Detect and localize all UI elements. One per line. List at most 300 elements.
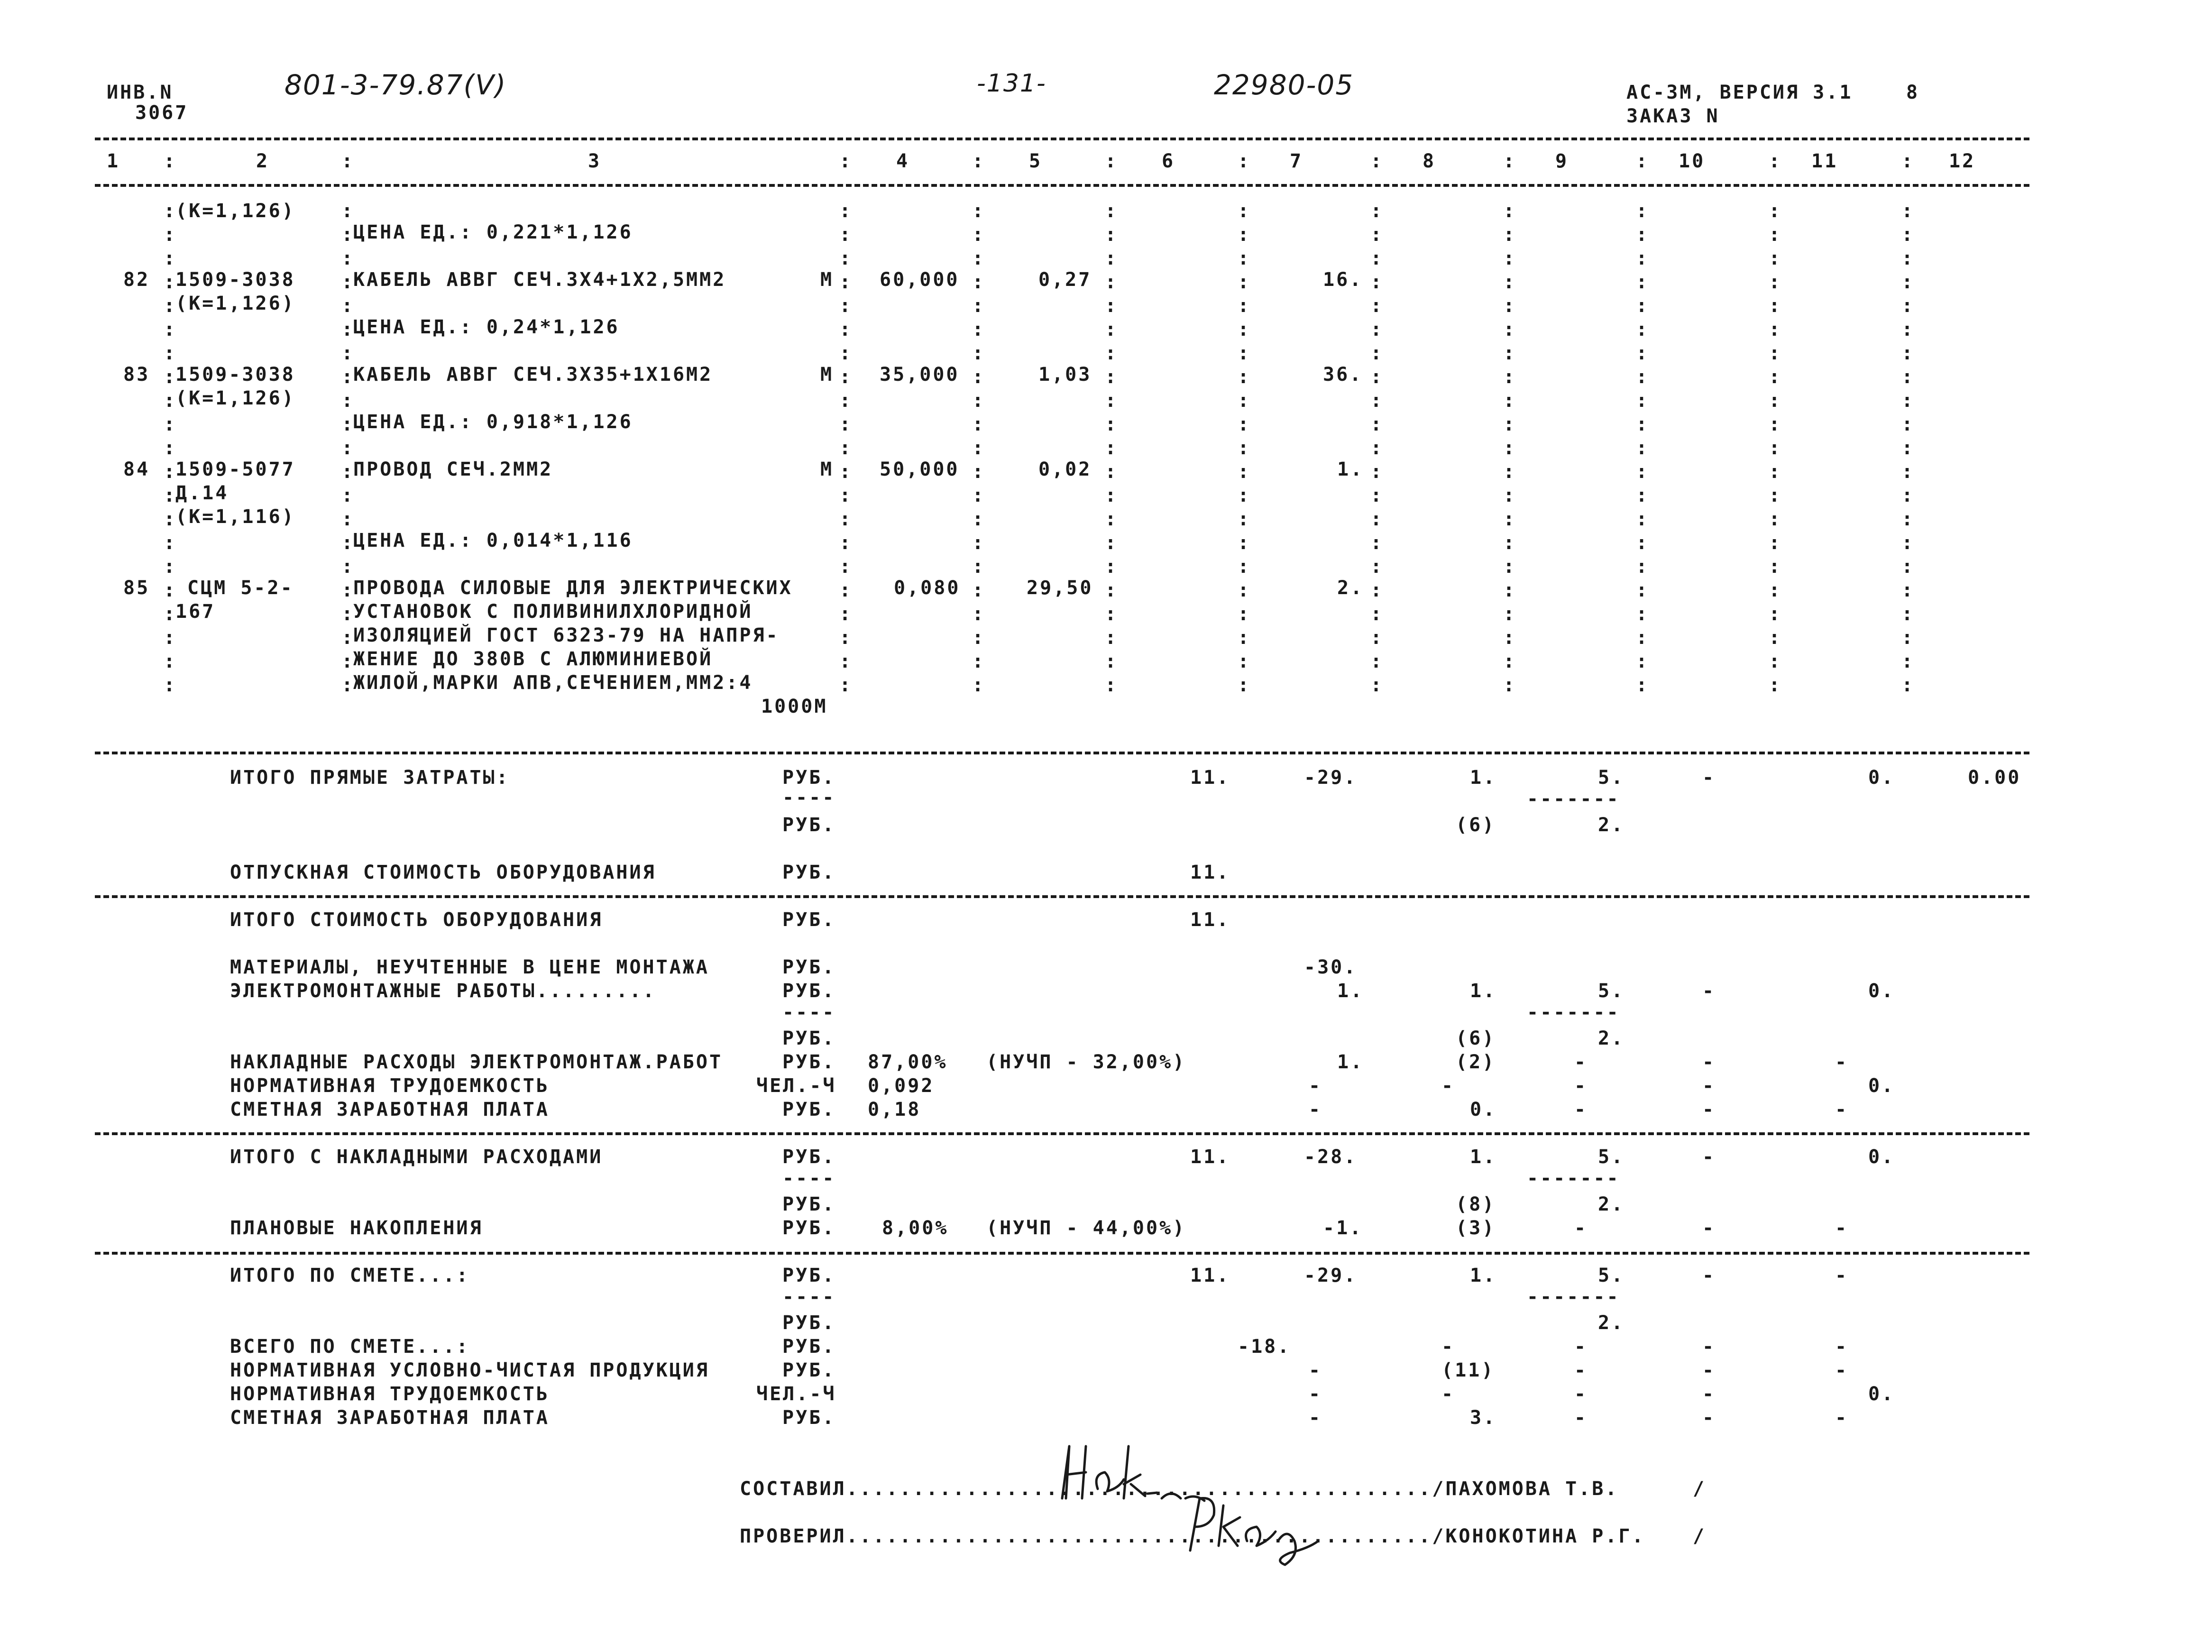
overhead-nuchp: (НУЧП - 32,00%) bbox=[986, 1051, 1186, 1073]
item-price: 29,50 bbox=[1027, 577, 1093, 599]
column-separator: : bbox=[164, 342, 177, 364]
item-name-line: ЖИЛОЙ,МАРКИ АПВ,СЕЧЕНИЕМ,ММ2:4 bbox=[353, 672, 753, 694]
inv-number: 3067 bbox=[135, 102, 189, 124]
column-separator: : bbox=[972, 508, 986, 530]
header-column-separator: : bbox=[1370, 150, 1384, 172]
value-c8b: (6) bbox=[1456, 814, 1496, 836]
column-separator: : bbox=[972, 556, 986, 578]
column-separator: : bbox=[839, 342, 853, 364]
column-separator: : bbox=[972, 295, 986, 317]
value-c11: - bbox=[1835, 1407, 1849, 1429]
column-separator: : bbox=[164, 295, 177, 317]
column-separator: : bbox=[1901, 390, 1915, 412]
column-separator: : bbox=[1503, 366, 1517, 388]
column-separator: : bbox=[1636, 319, 1650, 340]
value-c11: - bbox=[1835, 1265, 1849, 1286]
item-price: 0,02 bbox=[1038, 459, 1092, 480]
value-c9b: 2. bbox=[1598, 1193, 1625, 1215]
column-separator: : bbox=[1769, 627, 1782, 649]
value-c11: - bbox=[1835, 1099, 1849, 1120]
column-separator: : bbox=[1769, 579, 1782, 601]
column-separator: : bbox=[1636, 200, 1650, 222]
item-unit: М bbox=[820, 364, 834, 385]
column-separator: : bbox=[1636, 556, 1650, 578]
col-10: 10 bbox=[1679, 150, 1706, 172]
column-separator: : bbox=[1503, 508, 1517, 530]
column-separator: : bbox=[839, 248, 853, 269]
column-separator: : bbox=[1503, 461, 1517, 483]
col-12: 12 bbox=[1949, 150, 1976, 172]
row-number: 85 bbox=[123, 577, 150, 599]
column-separator: : bbox=[1105, 366, 1119, 388]
column-separator: : bbox=[972, 390, 986, 412]
summary-label: СМЕТНАЯ ЗАРАБОТНАЯ ПЛАТА bbox=[230, 1407, 550, 1429]
column-separator: : bbox=[839, 508, 853, 530]
column-separator: : bbox=[1105, 413, 1119, 435]
column-separator: : bbox=[972, 579, 986, 601]
order-code: 22980-05 bbox=[1214, 69, 1354, 101]
column-separator: : bbox=[1105, 627, 1119, 649]
value-c9: 5. bbox=[1598, 980, 1625, 1002]
summary-unit: РУБ. bbox=[782, 1336, 836, 1358]
column-separator: : bbox=[1370, 200, 1384, 222]
column-separator: : bbox=[1503, 271, 1517, 293]
divider bbox=[95, 752, 2029, 754]
summary-label: СМЕТНАЯ ЗАРАБОТНАЯ ПЛАТА bbox=[230, 1099, 550, 1120]
order-label: ЗАКАЗ N bbox=[1626, 105, 1720, 127]
value-c10: - bbox=[1702, 1146, 1716, 1168]
summary-unit: РУБ. bbox=[782, 1051, 836, 1073]
column-separator: : bbox=[1503, 603, 1517, 625]
summary-unit: РУБ. bbox=[782, 1265, 836, 1286]
item-code: СЦМ 5-2- bbox=[187, 577, 294, 599]
item-name: ПРОВОД СЕЧ.2ММ2 bbox=[353, 459, 553, 480]
column-separator: : bbox=[1901, 248, 1915, 269]
overhead-percent: 87,00% bbox=[868, 1051, 948, 1073]
item-quantity: 0,080 bbox=[894, 577, 961, 599]
column-separator: : bbox=[1238, 532, 1251, 554]
column-separator: : bbox=[1370, 248, 1384, 269]
value-c9: 5. bbox=[1598, 1146, 1625, 1168]
value-separator: ------- bbox=[1527, 1286, 1620, 1308]
version-number: 8 bbox=[1906, 82, 1920, 103]
column-separator: : bbox=[1370, 556, 1384, 578]
column-separator: : bbox=[839, 413, 853, 435]
column-separator: : bbox=[1370, 532, 1384, 554]
value-c8: (3) bbox=[1456, 1217, 1496, 1239]
column-separator: : bbox=[1901, 295, 1915, 317]
value-c9: 5. bbox=[1598, 1265, 1625, 1286]
item-name-line: УСТАНОВОК С ПОЛИВИНИЛХЛОРИДНОЙ bbox=[353, 601, 753, 623]
column-separator: : bbox=[1370, 674, 1384, 696]
column-separator: : bbox=[164, 461, 177, 483]
value-c8: - bbox=[1441, 1383, 1455, 1405]
value-c7: -30. bbox=[1304, 956, 1358, 978]
column-separator: : bbox=[1769, 271, 1782, 293]
column-separator: : bbox=[1636, 366, 1650, 388]
column-separator: : bbox=[1238, 413, 1251, 435]
column-separator: : bbox=[1901, 366, 1915, 388]
col-2: 2 bbox=[256, 150, 270, 172]
item-unit: 1000М bbox=[761, 696, 828, 717]
column-separator: : bbox=[839, 366, 853, 388]
value-c9: - bbox=[1574, 1336, 1588, 1358]
divider bbox=[95, 184, 2029, 187]
column-separator: : bbox=[1370, 319, 1384, 340]
column-separator: : bbox=[1370, 627, 1384, 649]
column-separator: : bbox=[1238, 248, 1251, 269]
summary-value: 0,18 bbox=[868, 1099, 921, 1120]
summary-unit: РУБ. bbox=[782, 1217, 836, 1239]
planned-nuchp: (НУЧП - 44,00%) bbox=[986, 1217, 1186, 1239]
header-column-separator: : bbox=[1238, 150, 1251, 172]
value-c10: - bbox=[1702, 1051, 1716, 1073]
value-c9: - bbox=[1574, 1217, 1588, 1239]
summary-unit: РУБ. bbox=[782, 956, 836, 978]
value-c10: - bbox=[1702, 1359, 1716, 1381]
column-separator: : bbox=[1901, 651, 1915, 672]
summary-label: ПЛАНОВЫЕ НАКОПЛЕНИЯ bbox=[230, 1217, 483, 1239]
column-separator: : bbox=[1769, 413, 1782, 435]
item-unit: М bbox=[820, 459, 834, 480]
column-separator: : bbox=[1503, 319, 1517, 340]
summary-label: ОТПУСКНАЯ СТОИМОСТЬ ОБОРУДОВАНИЯ bbox=[230, 862, 656, 883]
column-separator: : bbox=[341, 413, 355, 435]
item-code-cont: 167 bbox=[175, 601, 216, 623]
value-c11: - bbox=[1835, 1051, 1849, 1073]
value-c11: 0. bbox=[1868, 1383, 1895, 1405]
column-separator: : bbox=[1370, 437, 1384, 459]
column-separator: : bbox=[839, 556, 853, 578]
column-separator: : bbox=[341, 556, 355, 578]
column-separator: : bbox=[1105, 319, 1119, 340]
column-separator: : bbox=[1105, 248, 1119, 269]
column-separator: : bbox=[1105, 224, 1119, 246]
column-separator: : bbox=[1636, 579, 1650, 601]
summary-unit: РУБ. bbox=[782, 862, 836, 883]
page-number: -131- bbox=[977, 69, 1046, 98]
header-column-separator: : bbox=[1503, 150, 1517, 172]
column-separator: : bbox=[341, 579, 355, 601]
summary-unit: РУБ. bbox=[782, 1099, 836, 1120]
column-separator: : bbox=[1105, 674, 1119, 696]
column-separator: : bbox=[341, 200, 355, 222]
value-c9: - bbox=[1574, 1099, 1588, 1120]
column-separator: : bbox=[1503, 295, 1517, 317]
column-separator: : bbox=[1105, 437, 1119, 459]
column-separator: : bbox=[839, 674, 853, 696]
item-code: 1509-5077 bbox=[175, 459, 295, 480]
column-separator: : bbox=[341, 437, 355, 459]
column-separator: : bbox=[341, 271, 355, 293]
value-c7: - bbox=[1309, 1099, 1322, 1120]
column-separator: : bbox=[164, 508, 177, 530]
summary-label: ИТОГО ПО СМЕТЕ...: bbox=[230, 1265, 470, 1286]
column-separator: : bbox=[1636, 224, 1650, 246]
value-c10: - bbox=[1702, 1217, 1716, 1239]
column-separator: : bbox=[1105, 390, 1119, 412]
item-code: 1509-3038 bbox=[175, 364, 295, 385]
value-c8: 1. bbox=[1470, 1146, 1497, 1168]
column-separator: : bbox=[1769, 556, 1782, 578]
column-separator: : bbox=[839, 579, 853, 601]
column-separator: : bbox=[1238, 485, 1251, 506]
handwritten-signature-checker bbox=[1176, 1489, 1332, 1569]
item-price: 0,27 bbox=[1038, 269, 1092, 291]
column-separator: : bbox=[1769, 390, 1782, 412]
item-name-line: ПРОВОДА СИЛОВЫЕ ДЛЯ ЭЛЕКТРИЧЕСКИХ bbox=[353, 577, 793, 599]
header-column-separator: : bbox=[164, 150, 177, 172]
item-coefficient: (K=1,116) bbox=[175, 506, 295, 528]
column-separator: : bbox=[839, 200, 853, 222]
column-separator: : bbox=[972, 248, 986, 269]
column-separator: : bbox=[1769, 603, 1782, 625]
col-11: 11 bbox=[1811, 150, 1838, 172]
column-separator: : bbox=[1370, 224, 1384, 246]
column-separator: : bbox=[164, 248, 177, 269]
value-c9: - bbox=[1574, 1075, 1588, 1097]
unit-price-note: ЦЕНА ЕД.: 0,918*1,126 bbox=[353, 411, 633, 433]
column-separator: : bbox=[1769, 200, 1782, 222]
column-separator: : bbox=[1901, 413, 1915, 435]
column-separator: : bbox=[972, 200, 986, 222]
column-separator: : bbox=[1238, 651, 1251, 672]
version-text: АС-3М, ВЕРСИЯ 3.1 bbox=[1626, 82, 1853, 103]
value-c6: -18. bbox=[1238, 1336, 1291, 1358]
column-separator: : bbox=[1238, 319, 1251, 340]
inv-label: ИНВ.N bbox=[107, 82, 174, 103]
column-separator: : bbox=[972, 651, 986, 672]
column-separator: : bbox=[839, 437, 853, 459]
value-c6: 11. bbox=[1190, 767, 1230, 789]
value-c7: -29. bbox=[1304, 1265, 1358, 1286]
value-c11: - bbox=[1835, 1217, 1849, 1239]
column-separator: : bbox=[1901, 532, 1915, 554]
value-c7: - bbox=[1309, 1359, 1322, 1381]
value-c8b: (6) bbox=[1456, 1028, 1496, 1049]
value-c8: 3. bbox=[1470, 1407, 1497, 1429]
summary-label: ИТОГО СТОИМОСТЬ ОБОРУДОВАНИЯ bbox=[230, 909, 603, 931]
column-separator: : bbox=[1105, 271, 1119, 293]
summary-unit: РУБ. bbox=[782, 909, 836, 931]
column-separator: : bbox=[1636, 532, 1650, 554]
summary-label: ИТОГО С НАКЛАДНЫМИ РАСХОДАМИ bbox=[230, 1146, 603, 1168]
checked-by-line: ПРОВЕРИЛ............................................/КОНОКОТИНА Р.Г. bbox=[740, 1525, 1645, 1547]
column-separator: : bbox=[1769, 224, 1782, 246]
column-separator: : bbox=[839, 485, 853, 506]
value-c7: 1. bbox=[1337, 1051, 1364, 1073]
column-separator: : bbox=[1503, 224, 1517, 246]
column-separator: : bbox=[1769, 461, 1782, 483]
column-separator: : bbox=[1636, 342, 1650, 364]
column-separator: : bbox=[164, 651, 177, 672]
column-separator: : bbox=[1901, 556, 1915, 578]
column-separator: : bbox=[1901, 271, 1915, 293]
column-separator: : bbox=[164, 674, 177, 696]
summary-unit: ЧЕЛ.-Ч bbox=[756, 1383, 836, 1405]
value-c6: 11. bbox=[1190, 1265, 1230, 1286]
column-separator: : bbox=[164, 200, 177, 222]
column-separator: : bbox=[1636, 413, 1650, 435]
column-separator: : bbox=[839, 224, 853, 246]
column-separator: : bbox=[1901, 603, 1915, 625]
column-separator: : bbox=[1901, 508, 1915, 530]
column-separator: : bbox=[1238, 342, 1251, 364]
column-separator: : bbox=[1105, 579, 1119, 601]
item-quantity: 60,000 bbox=[880, 269, 960, 291]
column-separator: : bbox=[1238, 556, 1251, 578]
column-separator: : bbox=[1105, 556, 1119, 578]
column-separator: : bbox=[1105, 508, 1119, 530]
item-coefficient: (K=1,126) bbox=[175, 387, 295, 409]
summary-label: НАКЛАДНЫЕ РАСХОДЫ ЭЛЕКТРОМОНТАЖ.РАБОТ bbox=[230, 1051, 723, 1073]
item-name: КАБЕЛЬ АВВГ СЕЧ.3Х35+1Х16М2 bbox=[353, 364, 713, 385]
item-total: 2. bbox=[1337, 577, 1364, 599]
column-separator: : bbox=[341, 295, 355, 317]
col-5: 5 bbox=[1029, 150, 1043, 172]
column-separator: : bbox=[972, 627, 986, 649]
column-separator: : bbox=[1769, 342, 1782, 364]
value-c7: - bbox=[1309, 1407, 1322, 1429]
column-separator: : bbox=[1636, 485, 1650, 506]
column-separator: : bbox=[1769, 295, 1782, 317]
column-separator: : bbox=[164, 579, 177, 601]
column-separator: : bbox=[341, 390, 355, 412]
column-separator: : bbox=[972, 271, 986, 293]
divider bbox=[95, 895, 2029, 898]
row-number: 83 bbox=[123, 364, 150, 385]
column-separator: : bbox=[1636, 295, 1650, 317]
column-separator: : bbox=[1238, 200, 1251, 222]
column-separator: : bbox=[1238, 271, 1251, 293]
value-c6: 11. bbox=[1190, 1146, 1230, 1168]
column-separator: : bbox=[164, 556, 177, 578]
value-c7: - bbox=[1309, 1075, 1322, 1097]
column-separator: : bbox=[972, 413, 986, 435]
column-separator: : bbox=[1370, 461, 1384, 483]
column-separator: : bbox=[1901, 200, 1915, 222]
column-separator: : bbox=[1503, 651, 1517, 672]
header-column-separator: : bbox=[1769, 150, 1782, 172]
value-c10: - bbox=[1702, 1075, 1716, 1097]
value-c10: - bbox=[1702, 1383, 1716, 1405]
column-separator: : bbox=[1636, 603, 1650, 625]
summary-unit: РУБ. bbox=[782, 1146, 836, 1168]
column-separator: : bbox=[1901, 627, 1915, 649]
column-separator: : bbox=[839, 390, 853, 412]
item-quantity: 35,000 bbox=[880, 364, 960, 385]
value-c10: - bbox=[1702, 767, 1716, 789]
column-separator: : bbox=[164, 485, 177, 506]
column-separator: : bbox=[164, 319, 177, 340]
value-c8: (2) bbox=[1456, 1051, 1496, 1073]
column-separator: : bbox=[1238, 461, 1251, 483]
value-c8: - bbox=[1441, 1075, 1455, 1097]
column-separator: : bbox=[972, 674, 986, 696]
column-separator: : bbox=[341, 485, 355, 506]
value-c9: - bbox=[1574, 1383, 1588, 1405]
column-separator: : bbox=[972, 485, 986, 506]
col-1: 1 bbox=[107, 150, 120, 172]
unit-price-note: ЦЕНА ЕД.: 0,014*1,116 bbox=[353, 530, 633, 551]
column-separator: : bbox=[1769, 248, 1782, 269]
value-c7: - bbox=[1309, 1383, 1322, 1405]
item-total: 1. bbox=[1337, 459, 1364, 480]
column-separator: : bbox=[972, 319, 986, 340]
col-4: 4 bbox=[896, 150, 910, 172]
col-3: 3 bbox=[588, 150, 602, 172]
value-c9b: 2. bbox=[1598, 814, 1625, 836]
column-separator: : bbox=[1503, 532, 1517, 554]
column-separator: : bbox=[1238, 390, 1251, 412]
column-separator: : bbox=[839, 532, 853, 554]
column-separator: : bbox=[1370, 413, 1384, 435]
value-c9: - bbox=[1574, 1051, 1588, 1073]
value-c10: - bbox=[1702, 1407, 1716, 1429]
value-c8: - bbox=[1441, 1336, 1455, 1358]
column-separator: : bbox=[1503, 200, 1517, 222]
col-8: 8 bbox=[1423, 150, 1436, 172]
value-c11: 0. bbox=[1868, 1146, 1895, 1168]
column-separator: : bbox=[1238, 224, 1251, 246]
column-separator: : bbox=[1769, 366, 1782, 388]
value-separator: ------- bbox=[1527, 1001, 1620, 1023]
value-c11: 0. bbox=[1868, 1075, 1895, 1097]
column-separator: : bbox=[1636, 271, 1650, 293]
column-separator: : bbox=[164, 366, 177, 388]
column-separator: : bbox=[1901, 437, 1915, 459]
summary-separator: ---- bbox=[782, 1286, 836, 1308]
summary-value: 0,092 bbox=[868, 1075, 935, 1097]
column-separator: : bbox=[1503, 437, 1517, 459]
value-c11: - bbox=[1835, 1359, 1849, 1381]
column-separator: : bbox=[1370, 295, 1384, 317]
column-separator: : bbox=[341, 627, 355, 649]
planned-percent: 8,00% bbox=[882, 1217, 949, 1239]
value-c8b: (8) bbox=[1456, 1193, 1496, 1215]
column-separator: : bbox=[1105, 532, 1119, 554]
column-separator: : bbox=[341, 319, 355, 340]
value-separator: ------- bbox=[1527, 1167, 1620, 1189]
value-separator: ------- bbox=[1527, 788, 1620, 810]
column-separator: : bbox=[1503, 556, 1517, 578]
value-c11: - bbox=[1835, 1336, 1849, 1358]
column-separator: : bbox=[1105, 200, 1119, 222]
value-c10: - bbox=[1702, 1336, 1716, 1358]
column-separator: : bbox=[1503, 390, 1517, 412]
column-separator: : bbox=[164, 271, 177, 293]
column-separator: : bbox=[839, 319, 853, 340]
column-separator: : bbox=[1901, 579, 1915, 601]
column-separator: : bbox=[1636, 390, 1650, 412]
column-separator: : bbox=[1901, 485, 1915, 506]
column-separator: : bbox=[1105, 342, 1119, 364]
column-separator: : bbox=[1769, 508, 1782, 530]
column-separator: : bbox=[1769, 532, 1782, 554]
column-separator: : bbox=[972, 342, 986, 364]
column-separator: : bbox=[972, 437, 986, 459]
column-separator: : bbox=[341, 532, 355, 554]
item-code: 1509-3038 bbox=[175, 269, 295, 291]
column-separator: : bbox=[341, 342, 355, 364]
value-c8: (11) bbox=[1441, 1359, 1495, 1381]
value-c7: -1. bbox=[1323, 1217, 1363, 1239]
column-separator: : bbox=[1238, 627, 1251, 649]
column-separator: : bbox=[1370, 366, 1384, 388]
column-separator: : bbox=[1370, 271, 1384, 293]
header-column-separator: : bbox=[839, 150, 853, 172]
item-name-line: ИЗОЛЯЦИЕЙ ГОСТ 6323-79 НА НАПРЯ- bbox=[353, 624, 780, 646]
